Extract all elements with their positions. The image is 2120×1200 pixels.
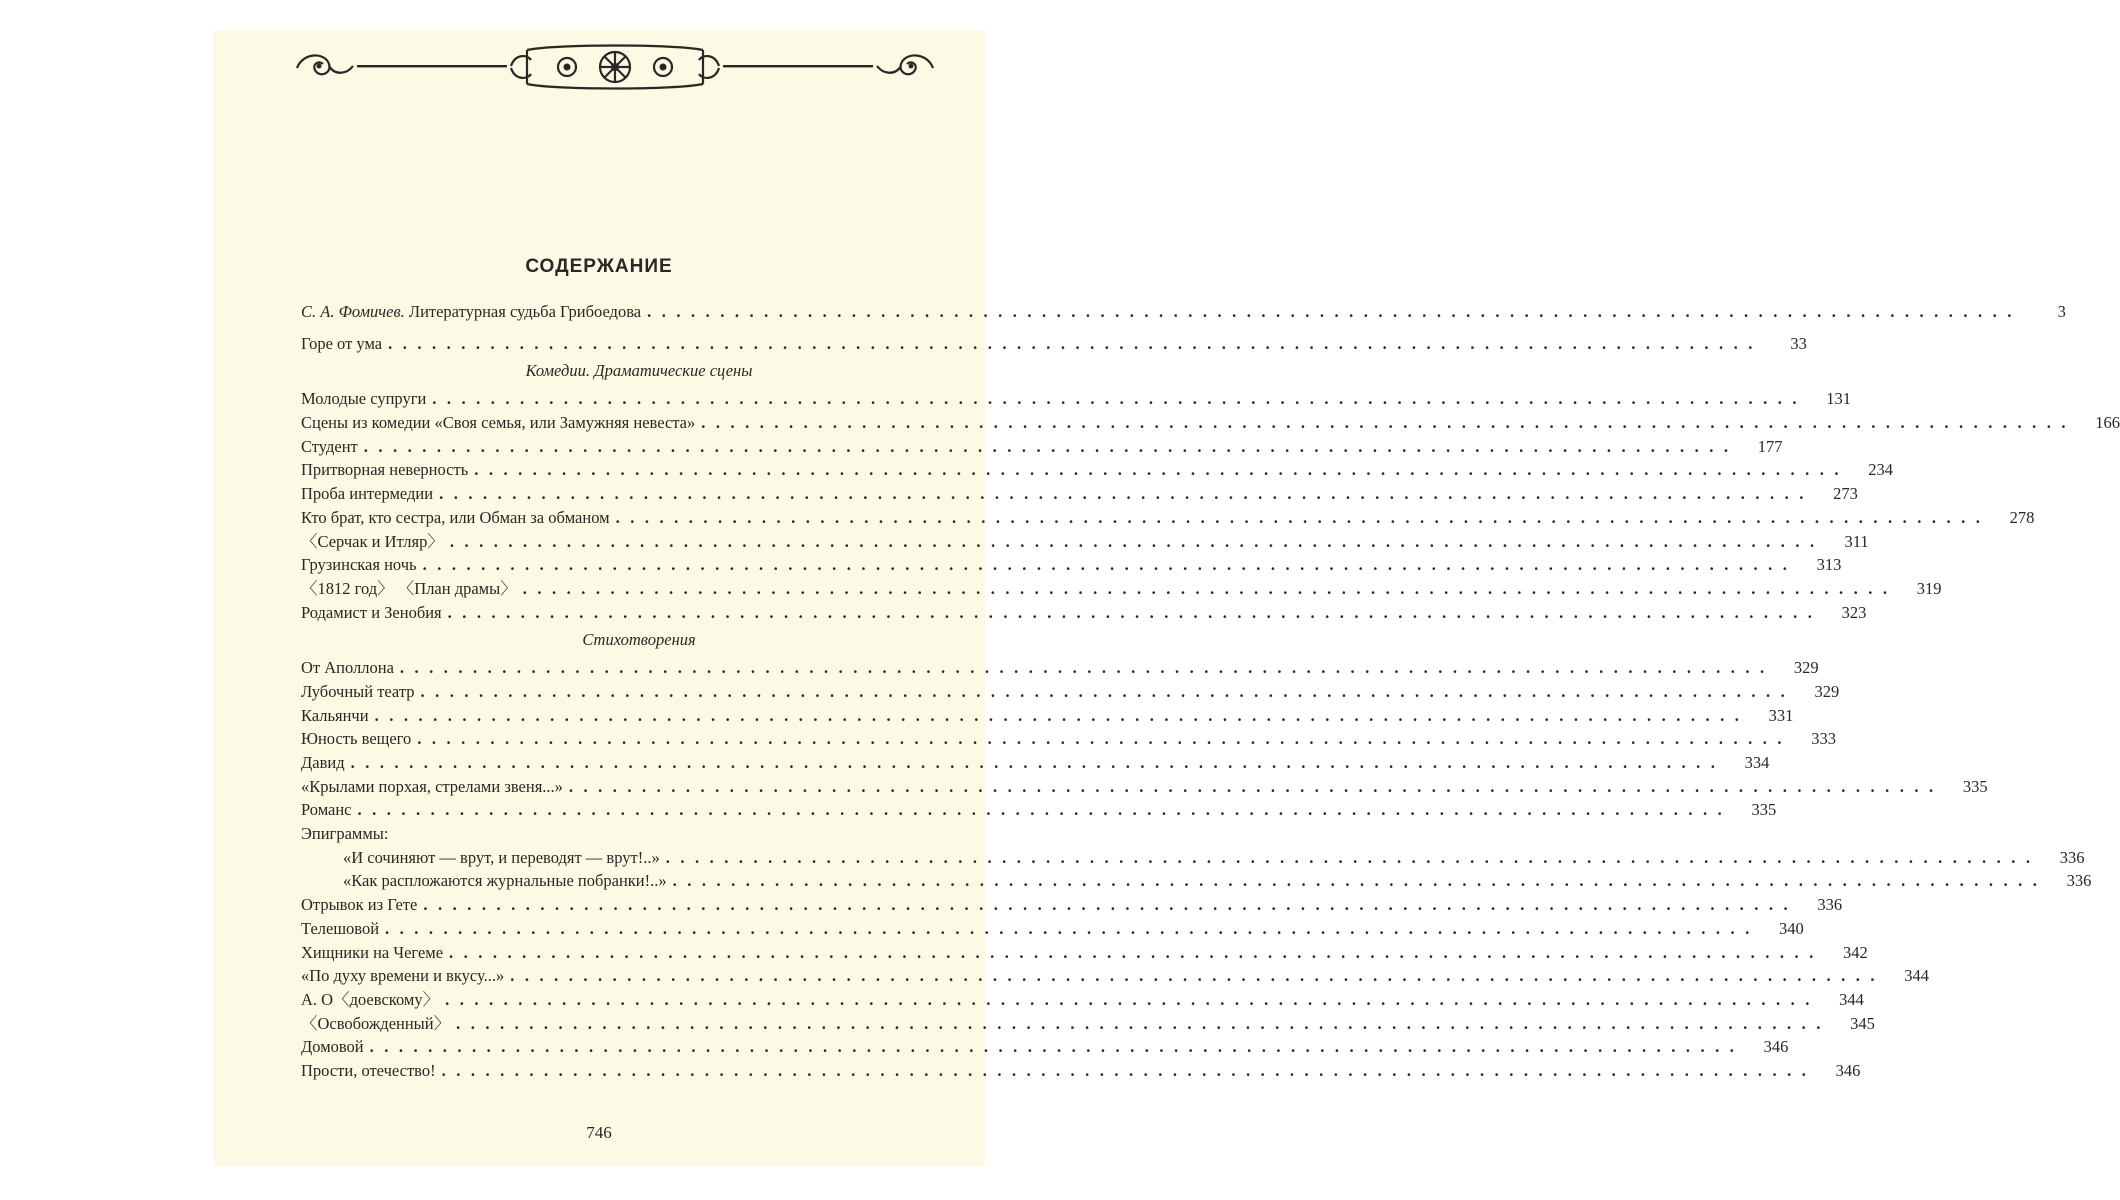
entry-page: 346 — [1835, 1060, 1861, 1080]
entry-page: 33 — [1790, 333, 1807, 353]
leader-dots: .............................................................................................. — [456, 1013, 1831, 1033]
scroll-ornament-icon — [295, 38, 935, 94]
leader-dots: .............................................................................................. — [385, 918, 1760, 938]
entry-title: 〈Серчак и Итляр〉 — [301, 531, 444, 551]
toc-entry — [301, 680, 1840, 704]
toc-entry — [301, 964, 1929, 988]
leader-dots: .............................................................................................. — [422, 555, 1798, 575]
leader-dots: .............................................................................................. — [417, 729, 1793, 749]
entry-title: Эпиграммы: — [301, 824, 389, 844]
entry-page: 335 — [1962, 776, 1988, 796]
entry-title: Проба интермедии — [301, 484, 434, 504]
leader-dots: .............................................................................................. — [399, 658, 1775, 678]
leader-dots: .............................................................................................. — [357, 800, 1733, 820]
toc-entry — [301, 751, 1770, 775]
toc-entry — [301, 458, 1893, 482]
entry-page: 319 — [1916, 578, 1942, 598]
leader-dots: .............................................................................................. — [522, 578, 1898, 598]
leader-dots: .............................................................................................. — [447, 602, 1823, 622]
entry-page: 234 — [1868, 460, 1893, 480]
entry-title: А. О〈доевскому〉 — [301, 989, 440, 1009]
entry-title: 〈1812 год〉 〈План драмы〉 — [301, 578, 517, 598]
leader-dots: .............................................................................................. — [665, 847, 2041, 867]
leader-dots: .............................................................................................. — [441, 1060, 1817, 1080]
toc-entry — [301, 435, 1783, 459]
entry-author: С. А. Фомичев. — [301, 302, 405, 321]
section-heading: Стихотворения — [582, 630, 696, 650]
leader-dots: .............................................................................................. — [350, 753, 1726, 772]
entry-page: 273 — [1833, 484, 1858, 504]
leader-dots: .............................................................................................. — [363, 436, 1739, 456]
toc-entry — [301, 917, 1804, 941]
entry-title: Притворная неверность — [301, 460, 469, 480]
leader-dots: .............................................................................................. — [474, 460, 1849, 480]
leader-dots: .............................................................................................. — [568, 776, 1944, 796]
entry-title: Романс — [301, 800, 352, 820]
entry-title: «И сочиняют — врут, и переводят — врут!..» — [343, 847, 660, 867]
book-page — [213, 30, 2120, 1166]
entry-title: Грузинская ночь — [301, 555, 417, 575]
leader-dots: .............................................................................................. — [701, 413, 2077, 433]
toc-entry — [301, 869, 2092, 893]
toc-entry — [301, 553, 1842, 577]
entry-title: Отрывок из Гете — [301, 895, 418, 915]
entry-page: 344 — [1904, 966, 1929, 986]
toc-entry — [301, 727, 1837, 751]
entry-page: 346 — [1763, 1037, 1789, 1057]
entry-title: Родамист и Зенобия — [301, 602, 442, 622]
section-heading: Комедии. Драматические сцены — [525, 361, 753, 381]
entry-page: 340 — [1779, 918, 1804, 938]
toc-entry — [301, 577, 1942, 601]
entry-title: Молодые супруги — [301, 389, 427, 409]
entry-page: 329 — [1814, 681, 1840, 701]
leader-dots: .............................................................................................. — [420, 681, 1796, 701]
entry-title: Сцены из комедии «Своя семья, или Замужняя невеста» — [301, 413, 696, 433]
entry-page: 336 — [1817, 895, 1843, 915]
entry-page: 131 — [1826, 389, 1852, 409]
entry-page: 336 — [2059, 847, 2085, 867]
entry-title: Лубочный театр — [301, 681, 415, 701]
entry-page: 166 — [2095, 413, 2120, 433]
entry-title: Телешовой — [301, 918, 380, 938]
contents-title: СОДЕРЖАНИЕ — [525, 256, 673, 277]
toc-entry — [301, 601, 1867, 625]
entry-title: «Крылами порхая, стрелами звеня...» — [301, 776, 563, 796]
entry-title: «Как распложаются журнальные побранки!..» — [343, 871, 667, 891]
table-of-contents — [301, 300, 2120, 1083]
toc-entry — [301, 775, 1988, 799]
entry-page: 334 — [1744, 753, 1770, 772]
entry-title: Хищники на Чегеме — [301, 942, 444, 962]
leader-dots: .............................................................................................. — [445, 989, 1820, 1009]
toc-entry — [301, 387, 1852, 411]
entry-page: 344 — [1839, 989, 1864, 1009]
toc-entry — [301, 941, 1868, 965]
toc-entry — [301, 656, 1819, 680]
toc-entry — [301, 1035, 1789, 1059]
group-heading — [301, 822, 937, 846]
leader-dots: .............................................................................................. — [449, 531, 1825, 551]
entry-page: 333 — [1811, 729, 1837, 749]
entry-page: 323 — [1841, 602, 1867, 622]
leader-dots: .............................................................................................. — [423, 895, 1799, 915]
entry-page: 336 — [2066, 871, 2092, 891]
entry-page: 335 — [1751, 800, 1777, 820]
leader-dots: .............................................................................................. — [374, 705, 1750, 725]
entry-page: 329 — [1793, 658, 1819, 678]
entry-title: От Аполлона — [301, 658, 394, 678]
toc-entry — [301, 893, 1843, 917]
leader-dots: .............................................................................................. — [439, 484, 1814, 504]
page-number: 746 — [586, 1123, 612, 1142]
toc-entry — [301, 482, 1858, 506]
entry-page: 3 — [2057, 302, 2066, 321]
entry-title: Кто брат, кто сестра, или Обман за обманом — [301, 507, 610, 527]
toc-entry — [301, 506, 2035, 530]
entry-page: 342 — [1843, 942, 1868, 962]
leader-dots: .............................................................................................. — [615, 507, 1991, 527]
toc-entry — [301, 1059, 1861, 1083]
leader-dots: .............................................................................................. — [672, 871, 2048, 891]
leader-dots: .............................................................................................. — [432, 389, 1808, 409]
entry-page: 331 — [1768, 705, 1794, 725]
toc-entry — [301, 846, 2085, 870]
toc-entry — [301, 1012, 1875, 1036]
toc-entry — [301, 530, 1869, 554]
toc-entry — [301, 988, 1864, 1012]
entry-page: 278 — [2009, 507, 2035, 527]
leader-dots: .............................................................................................. — [449, 942, 1824, 962]
entry-title: С. А. Фомичев. Литературная судьба Грибоедова — [301, 302, 642, 321]
entry-title: Давид — [301, 753, 345, 772]
toc-entry — [301, 798, 1777, 822]
entry-title: Домовой — [301, 1037, 364, 1057]
entry-title: «По духу времени и вкусу...» — [301, 966, 505, 986]
entry-title: Юность вещего — [301, 729, 412, 749]
entry-title: Кальянчи — [301, 705, 369, 725]
entry-title: Студент — [301, 436, 358, 456]
leader-dots: .............................................................................................. — [388, 333, 1763, 353]
toc-entry — [301, 300, 2066, 324]
entry-title: Прости, отечество! — [301, 1060, 436, 1080]
entry-page: 311 — [1844, 531, 1869, 551]
entry-title: Горе от ума — [301, 333, 383, 353]
leader-dots: .............................................................................................. — [369, 1037, 1745, 1057]
leader-dots: .............................................................................................. — [647, 302, 2022, 321]
toc-entry — [301, 704, 1794, 728]
toc-entry — [301, 411, 2120, 435]
entry-page: 345 — [1850, 1013, 1875, 1033]
entry-page: 177 — [1757, 436, 1783, 456]
entry-title: 〈Освобожденный〉 — [301, 1013, 451, 1033]
leader-dots: .............................................................................................. — [510, 966, 1885, 986]
toc-entry — [301, 332, 1807, 356]
entry-page: 313 — [1816, 555, 1842, 575]
